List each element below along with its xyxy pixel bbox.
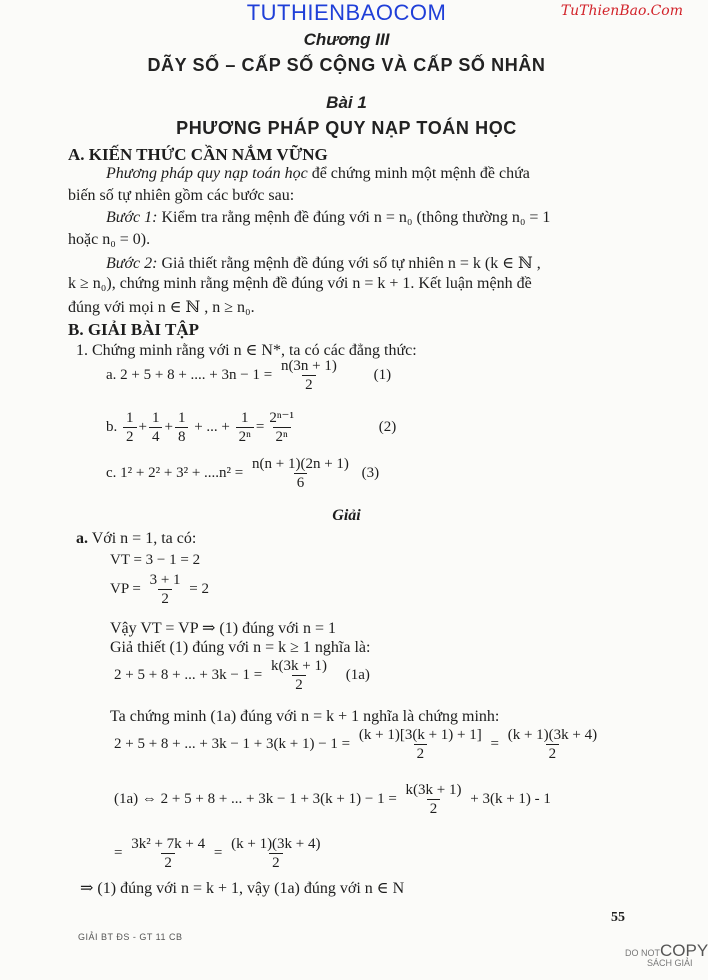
vt-line: VT = 3 − 1 = 2	[110, 552, 201, 568]
equation-a	[106, 358, 391, 393]
denominator: 4	[149, 427, 163, 446]
paragraph-1	[106, 165, 530, 183]
equation-2-fraction-2	[505, 727, 600, 762]
equation-b-term-2	[149, 410, 163, 445]
denominator: 2	[292, 675, 306, 694]
numerator: (k + 1)(3k + 4)	[507, 727, 598, 743]
page-number: 55	[611, 910, 625, 925]
step-2	[106, 253, 541, 273]
equation-b: b. $\frac{1}{2}$ + $\frac{1}{4}$ + $\frac{1}{8}$ + ... + $\frac{1}{\text{2ⁿ}}$ = $\frac{\text{2ⁿ⁻¹}}{\text{2ⁿ}}$ (2)	[106, 410, 397, 445]
equation-a-label: a.	[106, 366, 117, 383]
equation-b-term-3	[175, 410, 189, 445]
final-conclusion: ⇒ (1) đúng với n = k + 1, vậy (1a) đúng với n ∈ N	[80, 880, 405, 897]
footer-book-title: GIẢI BT ĐS - GT 11 CB	[78, 932, 183, 942]
numerator: 2ⁿ⁻¹	[269, 410, 294, 426]
paragraph-1-rest: để chứng minh một mệnh đề chứa	[307, 165, 530, 182]
step-2-line3: đúng với mọi n ∈ ℕ , n ≥ n₀.	[68, 299, 255, 316]
vp-lhs: VP =	[110, 580, 141, 597]
vp-rhs: = 2	[189, 580, 210, 597]
equation-3	[114, 782, 551, 817]
denominator: 2	[161, 853, 175, 872]
equation-a-lhs: 2 + 5 + 8 + .... + 3n − 1 =	[120, 366, 273, 383]
numerator: (k + 1)(3k + 4)	[231, 836, 321, 852]
site-name: TUTHIENBAOCOM	[246, 0, 447, 25]
numerator: 3 + 1	[149, 572, 181, 588]
equation-b-ellipsis: + ... +	[194, 418, 230, 435]
equation-4	[114, 836, 326, 871]
numerator: k(3k + 1)	[405, 782, 462, 798]
numerator: n(n + 1)(2n + 1)	[252, 456, 349, 472]
denominator: 2	[123, 427, 137, 446]
chapter-title: DÃY SỐ – CẤP SỐ CỘNG VÀ CẤP SỐ NHÂN	[147, 55, 546, 75]
equation-4-mid: =	[213, 844, 223, 861]
step-2-line2: k ≥ n₀), chứng minh rằng mệnh đề đúng với n = k + 1. Kết luận mệnh đề	[68, 275, 532, 292]
denominator: 2	[414, 744, 428, 763]
copy-logo	[625, 942, 708, 968]
denominator: 2	[302, 375, 316, 394]
equation-1a	[114, 658, 370, 693]
numerator: 1	[151, 410, 160, 426]
denominator: 2	[546, 744, 560, 763]
numerator: 3k² + 7k + 4	[131, 836, 206, 852]
lesson-title: PHƯƠNG PHÁP QUY NẠP TOÁN HỌC	[176, 118, 517, 138]
equation-c-label: c.	[106, 464, 117, 481]
numerator: (k + 1)[3(k + 1) + 1]	[358, 727, 482, 743]
conclusion-n1: Vậy VT = VP ⇒ (1) đúng với n = 1	[110, 620, 336, 637]
denominator: 2	[158, 589, 172, 608]
equation-b-term-1	[123, 410, 137, 445]
paragraph-1-line2: biến số tự nhiên gồm các bước sau:	[68, 187, 295, 204]
solution-a-intro	[76, 530, 196, 548]
numerator: 1	[126, 410, 134, 426]
step-1-label: Bước 1:	[106, 209, 158, 226]
logo-bottom-text: SÁCH GIẢI	[647, 958, 693, 968]
equation-4-equals: =	[114, 844, 123, 861]
equation-c-lhs: 1² + 2² + 3² + ....n² =	[120, 464, 244, 481]
equation-b-tag: (2)	[378, 418, 397, 435]
chapter-label: Chương III	[303, 30, 390, 49]
denominator: 2ⁿ	[273, 427, 291, 446]
equation-4-fraction-1	[128, 836, 208, 871]
lesson-label: Bài 1	[326, 93, 367, 112]
equation-b-last-term	[236, 410, 254, 445]
logo-top-text: DO NOT	[625, 948, 660, 958]
denominator: 6	[294, 473, 308, 492]
equation-a-tag: (1)	[373, 366, 392, 383]
vp-fraction	[147, 572, 184, 607]
numerator: k(3k + 1)	[271, 658, 327, 674]
step-1-line2: hoặc n₀ = 0).	[68, 231, 151, 248]
denominator: 8	[175, 427, 189, 446]
numerator: n(3n + 1)	[280, 358, 337, 374]
problem-1: 1. Chứng minh rằng với n ∈ N*, ta có các đẳng thức:	[76, 342, 417, 359]
prove-statement: Ta chứng minh (1a) đúng với n = k + 1 nghĩa là chứng minh:	[110, 708, 500, 725]
denominator: 2	[427, 799, 441, 818]
denominator: 2ⁿ	[236, 427, 254, 446]
equation-3-rhs: + 3(k + 1) - 1	[470, 790, 551, 807]
equation-c-tag: (3)	[361, 464, 380, 481]
numerator: 1	[240, 410, 249, 426]
step-2-label: Bước 2:	[106, 255, 158, 272]
equation-2	[114, 727, 602, 762]
step-2-text: Giả thiết rằng mệnh đề đúng với số tự nhiên n = k (k ∈ ℕ ,	[157, 255, 541, 272]
equation-c	[106, 456, 379, 491]
section-a-heading: A. KIẾN THỨC CẦN NẮM VỮNG	[68, 145, 328, 164]
numerator: 1	[177, 410, 186, 426]
paragraph-1-italic: Phương pháp quy nạp toán học	[106, 165, 308, 182]
equation-1a-tag: (1a)	[345, 666, 370, 683]
equation-4-fraction-2	[228, 836, 323, 871]
step-1-text: Kiểm tra rằng mệnh đề đúng với n = n₀ (thông thường n₀ = 1	[157, 209, 551, 226]
solution-a-text: Với n = 1, ta có:	[88, 530, 197, 547]
equation-3-fraction	[403, 782, 465, 817]
watermark: TuThienBao.Com	[560, 3, 683, 19]
step-1	[106, 209, 550, 227]
section-b-heading: B. GIẢI BÀI TẬP	[68, 320, 199, 339]
equation-a-fraction	[278, 358, 340, 393]
equation-2-lhs: 2 + 5 + 8 + ... + 3k − 1 + 3(k + 1) − 1 =	[114, 735, 351, 752]
equation-1a-fraction	[268, 658, 330, 693]
logo-main-text: COPY	[660, 941, 708, 960]
hypothesis: Giả thiết (1) đúng với n = k ≥ 1 nghĩa là:	[110, 639, 371, 656]
vp-line	[110, 572, 209, 607]
equation-3-lhs: (1a) ⇔ 2 + 5 + 8 + ... + 3k − 1 + 3(k + 1) − 1 =	[114, 790, 397, 807]
equation-b-rhs	[266, 410, 297, 445]
solution-a-label: a.	[76, 530, 88, 547]
equation-1a-lhs: 2 + 5 + 8 + ... + 3k − 1 =	[114, 666, 263, 683]
equation-2-fraction-1	[356, 727, 485, 762]
denominator: 2	[269, 853, 283, 872]
equation-b-label: b.	[106, 418, 118, 435]
equation-2-equals: =	[490, 735, 499, 752]
solution-heading: Giải	[332, 507, 361, 524]
equation-c-fraction	[249, 456, 352, 491]
